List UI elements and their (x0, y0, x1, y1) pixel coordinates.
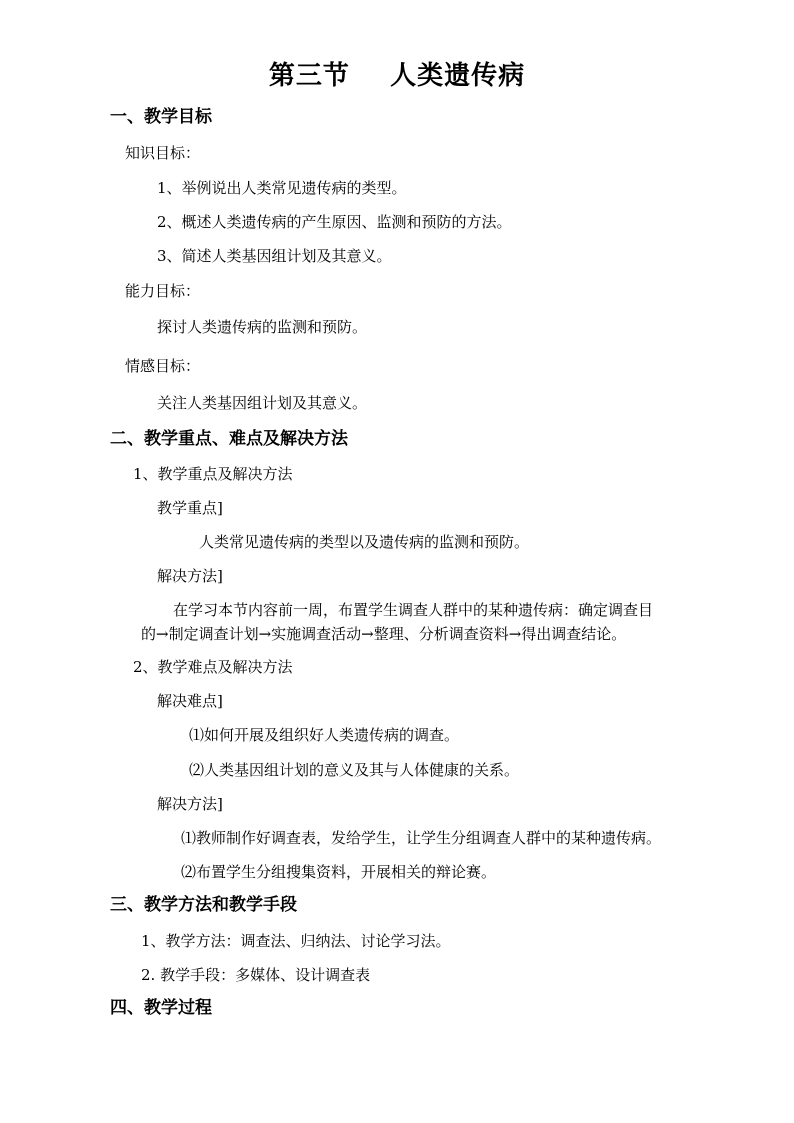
difficulty-item: ⑵人类基因组计划的意义及其与人体健康的关系。 (189, 761, 520, 779)
section-heading-teaching-objectives: 一、教学目标 (110, 107, 212, 127)
solution-method-label: 解决方法] (157, 567, 223, 585)
ability-objectives-label: 能力目标： (125, 282, 201, 300)
section-heading-key-points: 二、教学重点、难点及解决方法 (110, 429, 348, 449)
solution-method-text: 的→制定调查计划→实施调查活动→整理、分析调查资料→得出调查结论。 (141, 625, 627, 643)
solution-method-item: ⑵布置学生分组搜集资料，开展相关的辩论赛。 (181, 863, 497, 881)
knowledge-objective-item: 1、举例说出人类常见遗传病的类型。 (157, 179, 407, 197)
emotion-objective-text: 关注人类基因组计划及其意义。 (157, 394, 368, 412)
knowledge-objective-item: 3、简述人类基因组计划及其意义。 (157, 247, 392, 265)
key-points-text: 人类常见遗传病的类型以及遗传病的监测和预防。 (199, 533, 530, 551)
page-title: 第三节 人类遗传病 (268, 61, 526, 91)
methods-item: 1、教学方法：调查法、归纳法、讨论学习法。 (141, 932, 451, 950)
solution-method-text: 在学习本节内容前一周，布置学生调查人群中的某种遗传病：确定调查目 (173, 601, 654, 619)
section-heading-methods: 三、教学方法和教学手段 (110, 895, 297, 915)
solution-method-label: 解决方法] (157, 795, 223, 813)
ability-objective-text: 探讨人类遗传病的监测和预防。 (157, 318, 368, 336)
key-points-label: 教学重点] (157, 499, 223, 517)
emotion-objectives-label: 情感目标： (125, 357, 201, 375)
solution-method-item: ⑴教师制作好调查表，发给学生，让学生分组调查人群中的某种遗传病。 (181, 829, 662, 847)
knowledge-objective-item: 2、概述人类遗传病的产生原因、监测和预防的方法。 (157, 213, 512, 231)
difficulties-label: 解决难点] (157, 692, 223, 710)
subsection-heading-difficulties: 2、教学难点及解决方法 (133, 658, 293, 676)
subsection-heading-key-points: 1、教学重点及解决方法 (133, 465, 293, 483)
difficulty-item: ⑴如何开展及组织好人类遗传病的调查。 (189, 726, 460, 744)
methods-item: 2. 教学手段：多媒体、设计调查表 (141, 966, 371, 984)
section-heading-process: 四、教学过程 (110, 998, 212, 1018)
knowledge-objectives-label: 知识目标： (125, 144, 201, 162)
